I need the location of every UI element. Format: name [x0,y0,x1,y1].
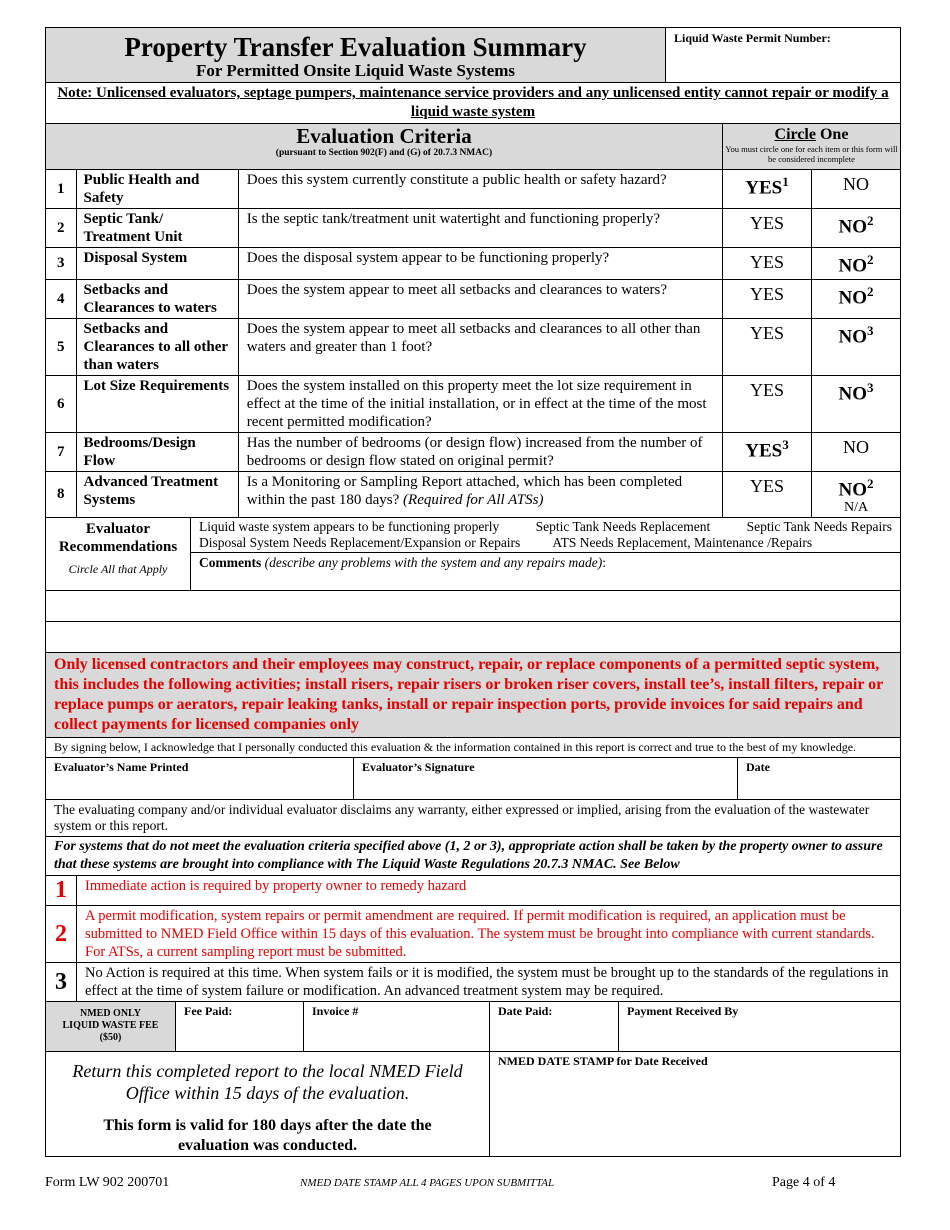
criteria-number: 4 [46,280,77,319]
warranty-disclaimer: The evaluating company and/or individual evaluator disclaims any warranty, either expressed or implied, arising from the evaluation of the wastewater system or this report. [46,800,901,837]
evaluator-recommendations-label: Evaluator Recommendations Circle All that Apply [46,518,190,578]
date-paid-label: Date Paid: [498,1004,553,1018]
unlicensed-note: Note: Unlicensed evaluators, septage pumpers, maintenance service providers and any unlicensed entity cannot repair or modify a liquid waste system [46,83,901,124]
criteria-number: 1 [46,170,77,209]
evaluator-table [45,517,901,591]
yes-option[interactable]: YES [722,280,811,319]
recommendations-cell [191,518,901,553]
evaluator-name-field[interactable] [46,758,354,800]
licensed-contractors-warning: Only licensed contractors and their employees may construct, repair, or replace components of a permitted septic system, this includes the following activities; install risers, repair risers or broken riser covers, install tee’s, install filters, repair or replace pumps or aerators, repair leaking tanks, install or repair inspection ports, provide invoices for said repairs and collect payments for licensed companies only [46,653,901,738]
rec-septic-tank-repairs[interactable]: Septic Tank Needs Repairs [746,519,892,534]
action-number: 2 [46,906,77,963]
fee-paid-field[interactable] [176,1002,304,1052]
action-row-2 [46,906,901,963]
evaluation-form [45,27,901,1157]
no-option[interactable]: $NO^2$ [812,209,901,248]
criteria-question: Does this system currently constitute a public health or safety hazard? [238,170,722,209]
liquid-waste-fee-label: NMED ONLY LIQUID WASTE FEE ($50) [62,1008,159,1043]
date-paid-field[interactable] [490,1002,619,1052]
yes-option[interactable]: YES [722,319,811,376]
comments-line-1[interactable] [46,591,901,622]
circle-one-header [722,124,900,170]
action-number: 3 [46,963,77,1002]
no-option[interactable]: $NO^2$ [812,280,901,319]
actions-table [45,875,901,1002]
criteria-question: Is the septic tank/treatment unit watertight and functioning properly? [238,209,722,248]
fee-label-cell [46,1002,176,1052]
page-title: Property Transfer Evaluation Summary [124,32,587,62]
invoice-field[interactable] [304,1002,490,1052]
header-table [45,27,901,83]
comments-lines [45,590,901,653]
criteria-row-6 [46,376,901,433]
criteria-category: Septic Tank/ Treatment Unit [76,209,238,248]
rec-functioning-properly[interactable]: Liquid waste system appears to be functioning properly [199,519,500,534]
criteria-category: Bedrooms/Design Flow [76,433,238,472]
criteria-row-8 [46,472,901,518]
no-option[interactable]: $NO^2$ N/A [812,472,901,518]
no-option[interactable]: $NO^3$ [812,319,901,376]
criteria-subtitle: (pursuant to Section 902(F) and (G) of 20.7.3 NMAC) [275,148,493,158]
evaluator-name-label: Evaluator’s Name Printed [54,760,189,774]
title-cell [46,28,666,83]
yes-option[interactable]: YES [722,248,811,280]
action-text: A permit modification, system repairs or permit amendment are required. If permit modification is required, an application must be submitted to NMED Field Office within 15 days of this evaluation. The system must be brought into compliance with current standards. For ATSs, a current sampling report must be submitted. [77,906,901,963]
criteria-title: Evaluation Criteria [296,124,472,148]
criteria-category: Disposal System [76,248,238,280]
rec-ats-maintenance[interactable]: ATS Needs Replacement, Maintenance /Repairs [552,535,813,550]
yes-option[interactable]: YES [722,376,811,433]
permit-number-field[interactable] [666,28,901,83]
permit-number-label: Liquid Waste Permit Number: [674,31,831,45]
circle-one-title: Circle One [774,126,849,143]
signature-table [45,757,901,800]
criteria-row-5 [46,319,901,376]
yes-option[interactable]: YES$^1$ [722,170,811,209]
criteria-category: Lot Size Requirements [76,376,238,433]
stamp-footer-note: NMED DATE STAMP ALL 4 PAGES UPON SUBMITTAL [300,1177,555,1189]
acknowledgement-text: By signing below, I acknowledge that I personally conducted this evaluation & the information contained in this report is correct and true to the best of my knowledge. [46,738,901,758]
criteria-question: Is a Monitoring or Sampling Report attached, which has been completed within the past 180 days? (Required for All ATSs) [238,472,722,518]
evaluator-signature-field[interactable] [354,758,738,800]
criteria-category: Setbacks and Clearances to all other than waters [76,319,238,376]
criteria-table [45,123,901,518]
criteria-number: 7 [46,433,77,472]
fee-table [45,1001,901,1052]
criteria-row-2 [46,209,901,248]
comments-hint: (describe any problems with the system and any repairs made) [264,555,603,570]
criteria-question: Does the system appear to meet all setbacks and clearances to waters? [238,280,722,319]
comments-label: Comments [199,555,262,570]
circle-all-note: Circle All that Apply [68,562,168,576]
validity-note: This form is valid for 180 days after the date the evaluation was conducted. [103,1117,432,1154]
payment-received-label: Payment Received By [627,1004,739,1018]
criteria-question: Does the system appear to meet all setbacks and clearances to all other than waters and greater than 1 foot? [238,319,722,376]
action-row-3 [46,963,901,1002]
criteria-number: 2 [46,209,77,248]
nmed-date-stamp-label: NMED DATE STAMP for Date Received [498,1054,708,1068]
na-option[interactable]: N/A [843,500,869,516]
payment-received-field[interactable] [619,1002,901,1052]
criteria-number: 8 [46,472,77,518]
rec-disposal-system[interactable]: Disposal System Needs Replacement/Expansion or Repairs [199,535,521,550]
evaluator-signature-label: Evaluator’s Signature [362,760,475,774]
no-option[interactable]: NO [812,170,901,209]
signature-date-field[interactable] [738,758,901,800]
comments-line-2[interactable] [46,622,901,653]
evaluator-label-cell [46,518,191,591]
action-text: No Action is required at this time. When system fails or it is modified, the system must be brought up to the standards of the regulations in effect at the time of system failure or modification. An advanced treatment system may be required. [77,963,901,1002]
warning-table [45,652,901,758]
criteria-row-4 [46,280,901,319]
comments-field[interactable]: Comments (describe any problems with the system and any repairs made): [191,553,901,591]
criteria-category: Public Health and Safety [76,170,238,209]
page-number: Page 4 of 4 [772,1175,836,1190]
return-instructions: Return this completed report to the local NMED Field Office within 15 days of the evaluation. [72,1061,463,1103]
action-row-1 [46,876,901,906]
criteria-number: 5 [46,319,77,376]
no-option[interactable]: $NO^3$ [812,376,901,433]
circle-one-instruction: You must circle one for each item or this form will be considered incomplete [725,144,898,164]
criteria-header [46,124,723,170]
criteria-category: Advanced Treatment Systems [76,472,238,518]
action-number: 1 [46,876,77,906]
criteria-row-3 [46,248,901,280]
nmed-date-stamp-field[interactable] [490,1052,901,1157]
action-text: Immediate action is required by property owner to remedy hazard [77,876,901,906]
no-option[interactable]: $NO^2$ [812,248,901,280]
criteria-number: 6 [46,376,77,433]
invoice-label: Invoice # [312,1004,359,1018]
yes-option[interactable]: YES [722,209,811,248]
criteria-category: Setbacks and Clearances to waters [76,280,238,319]
note-table [45,82,901,124]
return-instructions-cell [46,1052,490,1157]
criteria-question: Does the disposal system appear to be functioning properly? [238,248,722,280]
yes-option[interactable]: YES [722,472,811,518]
criteria-number: 3 [46,248,77,280]
fee-paid-label: Fee Paid: [184,1004,233,1018]
form-id: Form LW 902 200701 [45,1175,170,1190]
compliance-note: For systems that do not meet the evaluation criteria specified above (1, 2 or 3), appropriate action shall be taken by the property owner to assure that these systems are brought into compliance with The Liquid Waste Regulations 20.7.3 NMAC. See Below [46,837,901,876]
disclaimer-table [45,799,901,876]
return-table [45,1051,901,1157]
no-option[interactable]: NO [812,433,901,472]
yes-option[interactable]: YES$^3$ [722,433,811,472]
criteria-question: Has the number of bedrooms (or design flow) increased from the number of bedrooms or design flow stated on original permit? [238,433,722,472]
criteria-question: Does the system installed on this property meet the lot size requirement in effect at the time of the initial installation, or in effect at the time of the most recent permitted modification? [238,376,722,433]
rec-septic-tank-replacement[interactable]: Septic Tank Needs Replacement [535,519,711,534]
criteria-row-7 [46,433,901,472]
page-subtitle: For Permitted Onsite Liquid Waste Systems [195,61,516,80]
criteria-row-1 [46,170,901,209]
signature-date-label: Date [746,760,770,774]
